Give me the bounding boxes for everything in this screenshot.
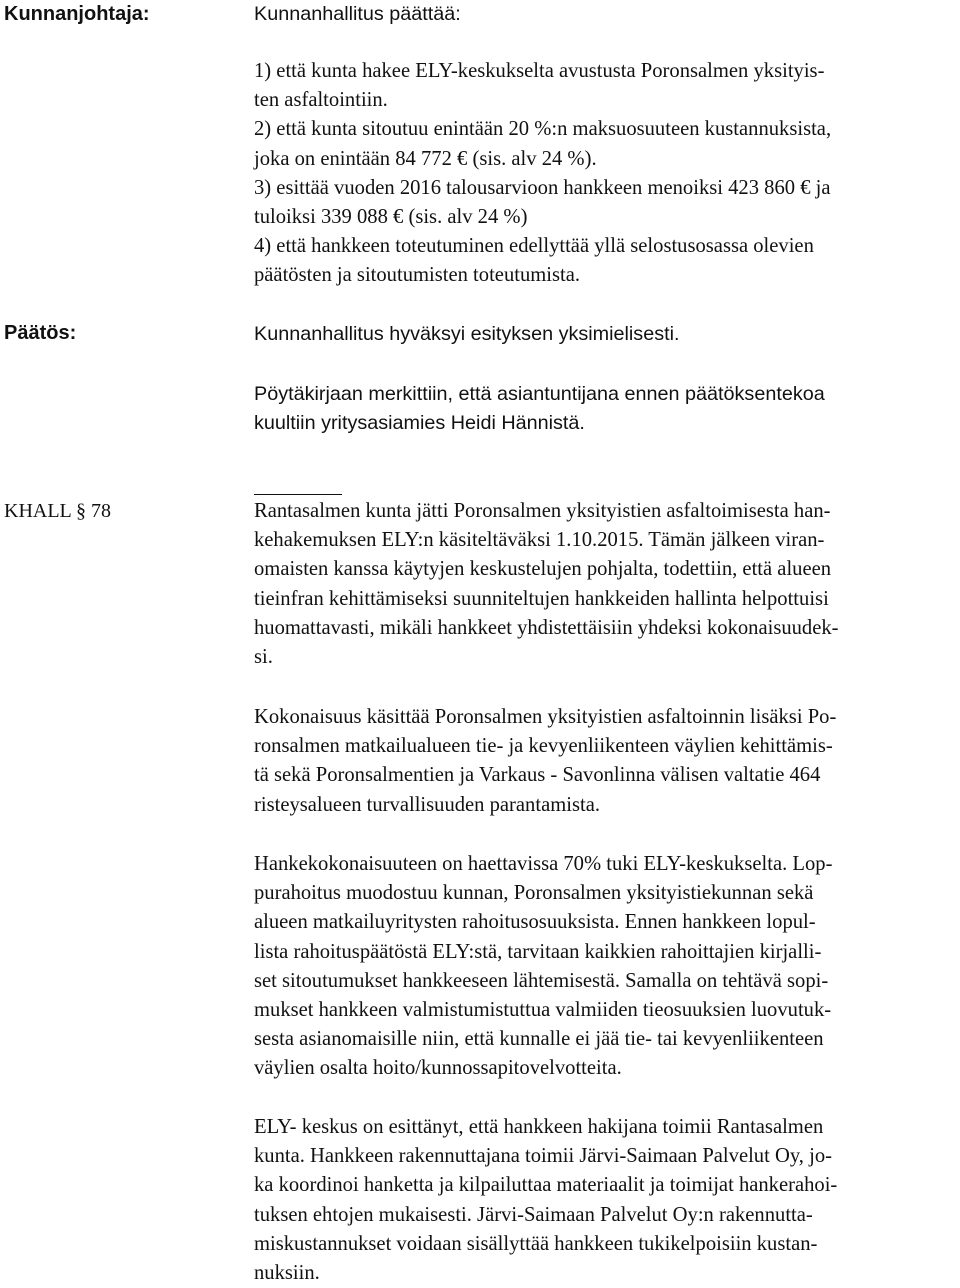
item78-line: Hankekokonaisuuteen on haettavissa 70% tuki ELY-keskukselta. Lop- [254,853,833,875]
section-divider [254,494,342,495]
item78-line: huomattavasti, mikäli hankkeet yhdistettäisiin yhdeksi kokonaisuudek- [254,616,839,639]
item78-line: ronsalmen matkailualueen tie- ja kevyenliikenteen väylien kehittämis- [254,735,833,758]
decision-text: Kunnanhallitus hyväksyi esityksen yksimielisesti. [254,323,680,345]
item78-line: si. [254,646,273,669]
item78-line: sesta asianomaisille niin, että kunnalle ei jää tie- tai kevyenliikenteen [254,1028,824,1051]
item78-paragraph-1 [254,497,957,672]
item78-line: omaisten kanssa käytyjen keskustelujen pohjalta, todettiin, että alueen [254,558,832,581]
proposal-line: 1) että kunta hakee ELY-keskukselta avustusta Poronsalmen yksityis- [254,60,825,82]
item78-line: set sitoutumukset hankkeeseen lähtemisestä. Samalla on tehtävä sopi- [254,969,829,992]
item78-line: tuksen ehtojen mukaisesti. Järvi-Saimaan Palvelut Oy:n rakennutta- [254,1203,813,1226]
item78-line: mukset hankkeen valmistumistuttua valmiiden tieosuuksien luovutuk- [254,999,832,1022]
label-paatos: Päätös: [4,322,77,344]
item78-line: purahoitus muodostuu kunnan, Poronsalmen yksityistiekunnan sekä [254,882,814,905]
proposal-line: päätösten ja sitoutumisten toteutumista. [254,264,581,287]
item78-line: tieinfran kehittämiseksi suunniteltujen hankkeiden hallinta helpottuisi [254,587,829,610]
item78-paragraph-4 [254,1113,957,1288]
item78-line: tä sekä Poronsalmentien ja Varkaus - Savonlinna välisen valtatie 464 [254,764,821,787]
item78-paragraph-2 [254,703,957,820]
item78-line: Rantasalmen kunta jätti Poronsalmen yksityistien asfaltoimisesta han- [254,500,831,522]
label-kunnanjohtaja: Kunnanjohtaja: [4,3,150,25]
item78-line: miskustannukset voidaan sisällyttää hankkeen tukikelpoisiin kustan- [254,1232,818,1255]
item78-line: kehakemuksen ELY:n käsiteltäväksi 1.10.2015. Tämän jälkeen viran- [254,529,825,552]
decision-note [254,380,957,438]
item78-line: Kokonaisuus käsittää Poronsalmen yksityistien asfaltoinnin lisäksi Po- [254,706,837,728]
decision-note-line: kuultiin yritysasiamies Heidi Hännistä. [254,412,585,435]
proposal-line: 4) että hankkeen toteutuminen edellyttää yllä selostusosassa olevien [254,235,814,258]
item78-line: risteysalueen turvallisuuden parantamista. [254,793,600,816]
item78-line: lista rahoituspäätöstä ELY:stä, tarvitaan kaikkien rahoittajien kirjalli- [254,940,822,963]
item78-line: nuksiin. [254,1262,320,1285]
proposal-heading: Kunnanhallitus päättää: [254,3,461,25]
proposal-list [254,57,957,291]
item78-line: kunta. Hankkeen rakennuttajana toimii Järvi-Saimaan Palvelut Oy, jo- [254,1145,832,1168]
item78-line: alueen matkailuyritysten rahoitusosuuksista. Ennen hankkeen lopul- [254,911,816,934]
decision-note-line: Pöytäkirjaan merkittiin, että asiantuntijana ennen päätöksentekoa [254,383,825,405]
item78-line: ka koordinoi hanketta ja kilpailuttaa materiaalit ja toimijat hankerahoi- [254,1174,838,1197]
proposal-line: ten asfaltointiin. [254,89,388,112]
label-khall-78: KHALL § 78 [4,500,112,522]
item78-line: ELY- keskus on esittänyt, että hankkeen hakijana toimii Rantasalmen [254,1116,824,1138]
proposal-line: joka on enintään 84 772 € (sis. alv 24 %). [254,147,597,170]
item78-paragraph-3 [254,850,957,1084]
item78-line: väylien osalta hoito/kunnossapitovelvotteita. [254,1057,622,1080]
proposal-line: tuloiksi 339 088 € (sis. alv 24 %) [254,206,528,229]
proposal-line: 2) että kunta sitoutuu enintään 20 %:n maksuosuuteen kustannuksista, [254,118,832,141]
proposal-line: 3) esittää vuoden 2016 talousarvioon hankkeen menoiksi 423 860 € ja [254,176,831,199]
